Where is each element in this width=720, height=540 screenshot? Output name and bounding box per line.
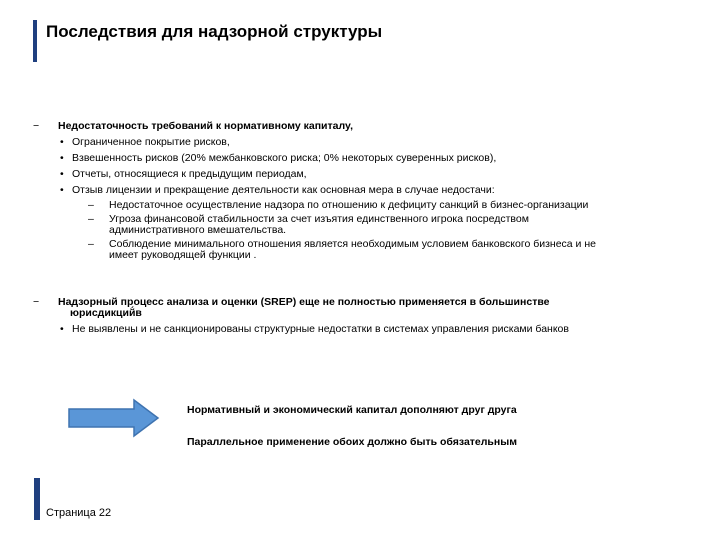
subbullet-marker: – — [88, 213, 94, 225]
subbullet-2-line-2: административного вмешательства. — [109, 224, 287, 236]
subbullet-marker: – — [88, 238, 94, 250]
bullet-marker: • — [60, 136, 64, 148]
section1-heading: Недостаточность требований к нормативному капиталу, — [58, 120, 353, 132]
section2-heading-line-2: юрисдикций́в — [70, 307, 142, 319]
bullet-marker: • — [60, 152, 64, 164]
section2-bullet-1: Не выявлены и не санкционированы структурные недостатки в системах управления рисками банков — [72, 323, 569, 335]
section1-bullet-3: Отчеты, относящиеся к предыдущим периодам, — [72, 168, 307, 180]
footer-accent-bar — [34, 478, 40, 520]
callout-2: Параллельное применение обоих должно быть обязательным — [187, 436, 517, 448]
title-accent-bar — [33, 20, 37, 62]
subbullet-2-line-1: Угроза финансовой стабильности за счет изъятия единственного игрока посредством — [109, 213, 529, 225]
section1-bullet-4: Отзыв лицензии и прекращение деятельности как основная мера в случае недостачи: — [72, 184, 495, 196]
subbullet-marker: – — [88, 199, 94, 211]
bullet-marker: • — [60, 323, 64, 335]
section1-marker: − — [33, 120, 40, 132]
section2-marker: − — [33, 296, 40, 308]
page-title: Последствия для надзорной структуры — [46, 22, 383, 41]
page-number: Страница 22 — [46, 507, 112, 519]
bullet-marker: • — [60, 168, 64, 180]
section1-bullet-2: Взвешенность рисков (20% межбанковского риска; 0% некоторых суверенных рисков), — [72, 152, 497, 164]
subbullet-3-line-1: Соблюдение минимального отношения является необходимым условием банковского бизнеса и не — [109, 238, 596, 250]
section1-bullet-1: Ограниченное покрытие рисков, — [72, 136, 230, 148]
subbullet-3-line-2: имеет руководящей функции . — [109, 249, 257, 261]
section2-heading-line-1: Надзорный процесс анализа и оценки (SREP) еще не полностью применяется в большинстве — [58, 296, 550, 308]
bullet-marker: • — [60, 184, 64, 196]
subbullet-1-line-1: Недостаточное осуществление надзора по отношению к дефициту санкций в бизнес-организации — [109, 199, 589, 211]
right-arrow-icon — [68, 398, 160, 438]
callout-1: Нормативный и экономический капитал дополняют друг друга — [187, 404, 517, 416]
